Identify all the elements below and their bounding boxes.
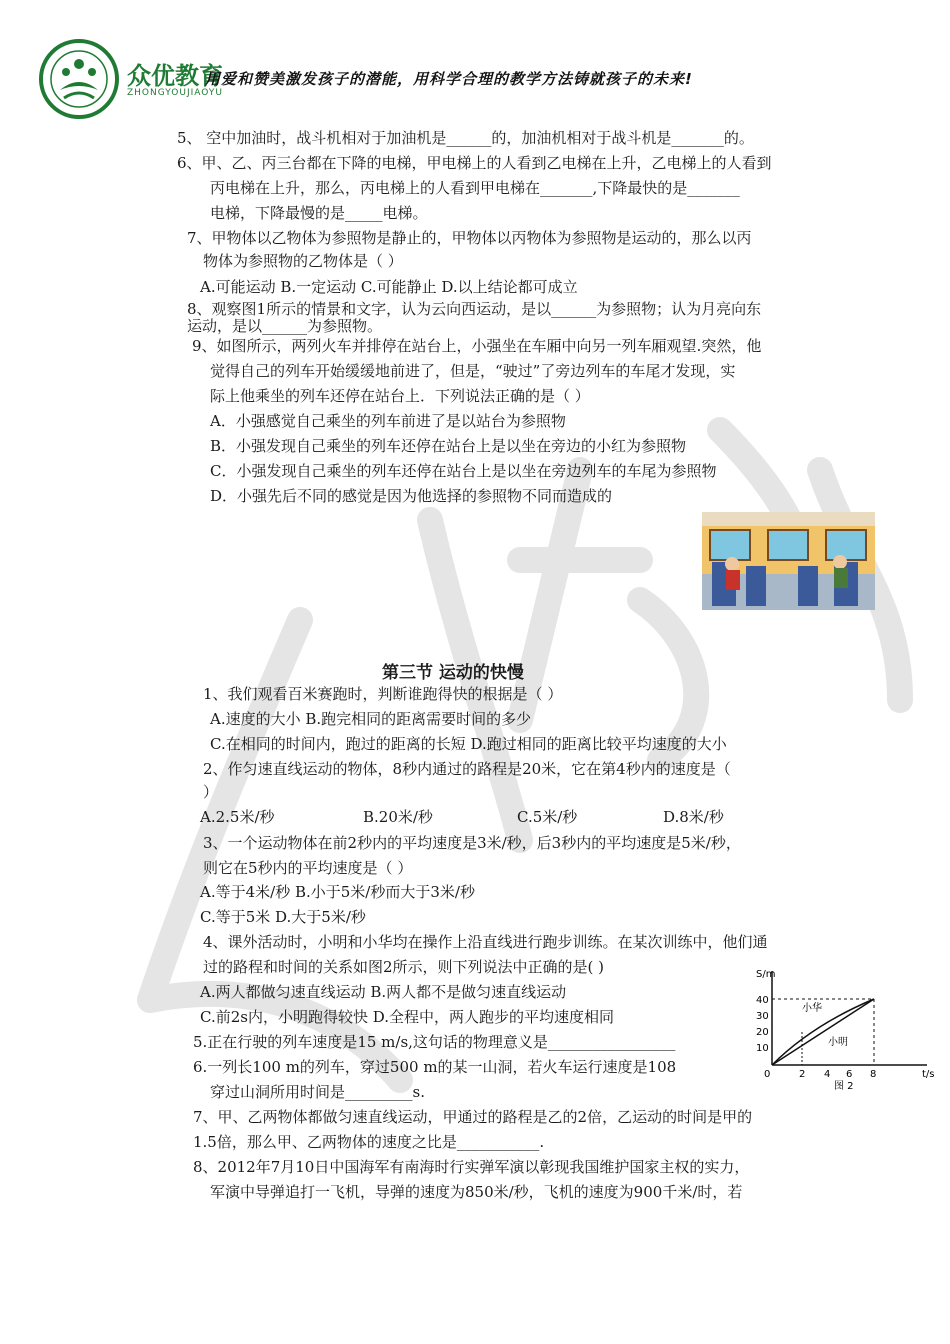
series-label-xiaohua: 小华: [802, 1003, 822, 1014]
text-line: 过的路程和时间的关系如图2所示，则下列说法中正确的是( ): [203, 958, 605, 976]
text-line: D．小强先后不同的感觉是因为他选择的参照物不同而造成的: [210, 487, 613, 505]
text-line: 电梯，下降最慢的是_____电梯。: [210, 204, 428, 222]
slogan: 用爱和赞美激发孩子的潜能，用科学合理的教学方法铸就孩子的未来!: [205, 70, 693, 88]
brand-name: 众优教育: [127, 62, 223, 90]
text-line: 丙电梯在上升，那么，丙电梯上的人看到甲电梯在_______,下降最快的是_______: [210, 179, 740, 197]
text-line: A.等于4米/秒 B.小于5米/秒而大于3米/秒: [200, 883, 475, 901]
series-label-xiaoming: 小明: [828, 1037, 848, 1048]
graph-x-tick: 0: [764, 1069, 771, 1080]
text-line: B．小强发现自己乘坐的列车还停在站台上是以坐在旁边的小红为参照物: [210, 437, 687, 455]
text-line: A.速度的大小 B.跑完相同的距离需要时间的多少: [210, 710, 532, 728]
text-line: 9、如图所示，两列火车并排停在站台上，小强坐在车厢中向另一列车厢观望.突然，他: [192, 337, 762, 355]
text-line: 5.正在行驶的列车速度是15 m/s,这句话的物理意义是_________________: [193, 1033, 676, 1051]
text-line: 7、甲、乙两物体都做匀速直线运动，甲通过的路程是乙的2倍，乙运动的时间是甲的: [193, 1108, 753, 1126]
text-line: 1.5倍，那么甲、乙两物体的速度之比是___________.: [193, 1133, 545, 1151]
text-line: 8、2012年7月10日中国海军有南海时行实弹军演以彰现我国维护国家主权的实力，: [193, 1158, 750, 1176]
text-line: ）: [203, 783, 219, 801]
graph-x-tick: 2: [799, 1069, 806, 1080]
text-line: 7、甲物体以乙物体为参照物是静止的，甲物体以丙物体为参照物是运动的，那么以丙: [187, 229, 752, 247]
graph-x-tick: 8: [870, 1069, 877, 1080]
text-line: 2、作匀速直线运动的物体，8秒内通过的路程是20米，它在第4秒内的速度是（: [203, 760, 731, 778]
graph-x-tick: 6: [846, 1069, 853, 1080]
text-line: A.两人都做匀速直线运动 B.两人都不是做匀速直线运动: [200, 983, 567, 1001]
graph-x-tick: 4: [824, 1069, 831, 1080]
text-line: 6、甲、乙、丙三台都在下降的电梯，甲电梯上的人看到乙电梯在上升，乙电梯上的人看到: [177, 154, 772, 172]
logo: [38, 38, 120, 120]
text-line: C.等于5米 D.大于5米/秒: [200, 908, 366, 926]
text-line: 3、一个运动物体在前2秒内的平均速度是3米/秒，后3秒内的平均速度是5米/秒，: [203, 834, 741, 852]
text-line: C.在相同的时间内，跑过的距离的长短 D.跑过相同的距离比较平均速度的大小: [210, 735, 727, 753]
text-line: 觉得自己的列车开始缓缓地前进了，但是，“驶过”了旁边列车的车尾才发现，实: [210, 362, 736, 380]
text-line: C.5米/秒: [517, 808, 578, 826]
figure-2-graph: [742, 965, 937, 1095]
figure-caption: 图 2: [834, 1081, 854, 1092]
graph-y-tick: 20: [756, 1027, 769, 1038]
text-line: C．小强发现自己乘坐的列车还停在站台上是以坐在旁边列车的车尾为参照物: [210, 462, 717, 480]
text-line: 运动，是以______为参照物。: [187, 317, 383, 335]
graph-y-tick: 40: [756, 995, 769, 1006]
graph-x-label: t/s: [922, 1069, 935, 1080]
graph-y-tick: 10: [756, 1043, 769, 1054]
text-line: 8、观察图1所示的情景和文字，认为云向西运动，是以______为参照物；认为月亮向东: [187, 300, 762, 318]
text-line: D.8米/秒: [663, 808, 724, 826]
text-line: A.可能运动 B.一定运动 C.可能静止 D.以上结论都可成立: [200, 278, 578, 296]
section-title: 第三节 运动的快慢: [382, 663, 524, 683]
text-line: 军演中导弹追打一飞机，导弹的速度为850米/秒，飞机的速度为900千米/时，若: [210, 1183, 743, 1201]
text-line: 6.一列长100 m的列车，穿过500 m的某一山洞，若火车运行速度是108: [193, 1058, 677, 1076]
brand-pinyin: ZHONGYOUJIAOYU: [127, 88, 223, 98]
text-line: 5、 空中加油时，战斗机相对于加油机是______的，加油机相对于战斗机是_______的。: [177, 129, 754, 147]
text-line: 物体为参照物的乙物体是（ ）: [203, 252, 403, 270]
text-line: A．小强感觉自己乘坐的列车前进了是以站台为参照物: [210, 412, 566, 430]
text-line: 4、课外活动时，小明和小华均在操作上沿直线进行跑步训练。在某次训练中，他们通: [203, 933, 768, 951]
text-line: 1、我们观看百米赛跑时，判断谁跑得快的根据是（ ）: [203, 685, 563, 703]
text-line: A.2.5米/秒: [200, 808, 275, 826]
text-line: 际上他乘坐的列车还停在站台上．下列说法正确的是（ ）: [210, 387, 590, 405]
text-line: C.前2s内，小明跑得较快 D.全程中，两人跑步的平均速度相同: [200, 1008, 614, 1026]
text-line: B.20米/秒: [363, 808, 433, 826]
text-line: 穿过山洞所用时间是_________s.: [210, 1083, 425, 1101]
graph-y-tick: 30: [756, 1011, 769, 1022]
text-line: 则它在5秒内的平均速度是（ ）: [203, 859, 413, 877]
graph-y-label: S/m: [756, 969, 776, 980]
train-interior-image: [702, 512, 875, 610]
